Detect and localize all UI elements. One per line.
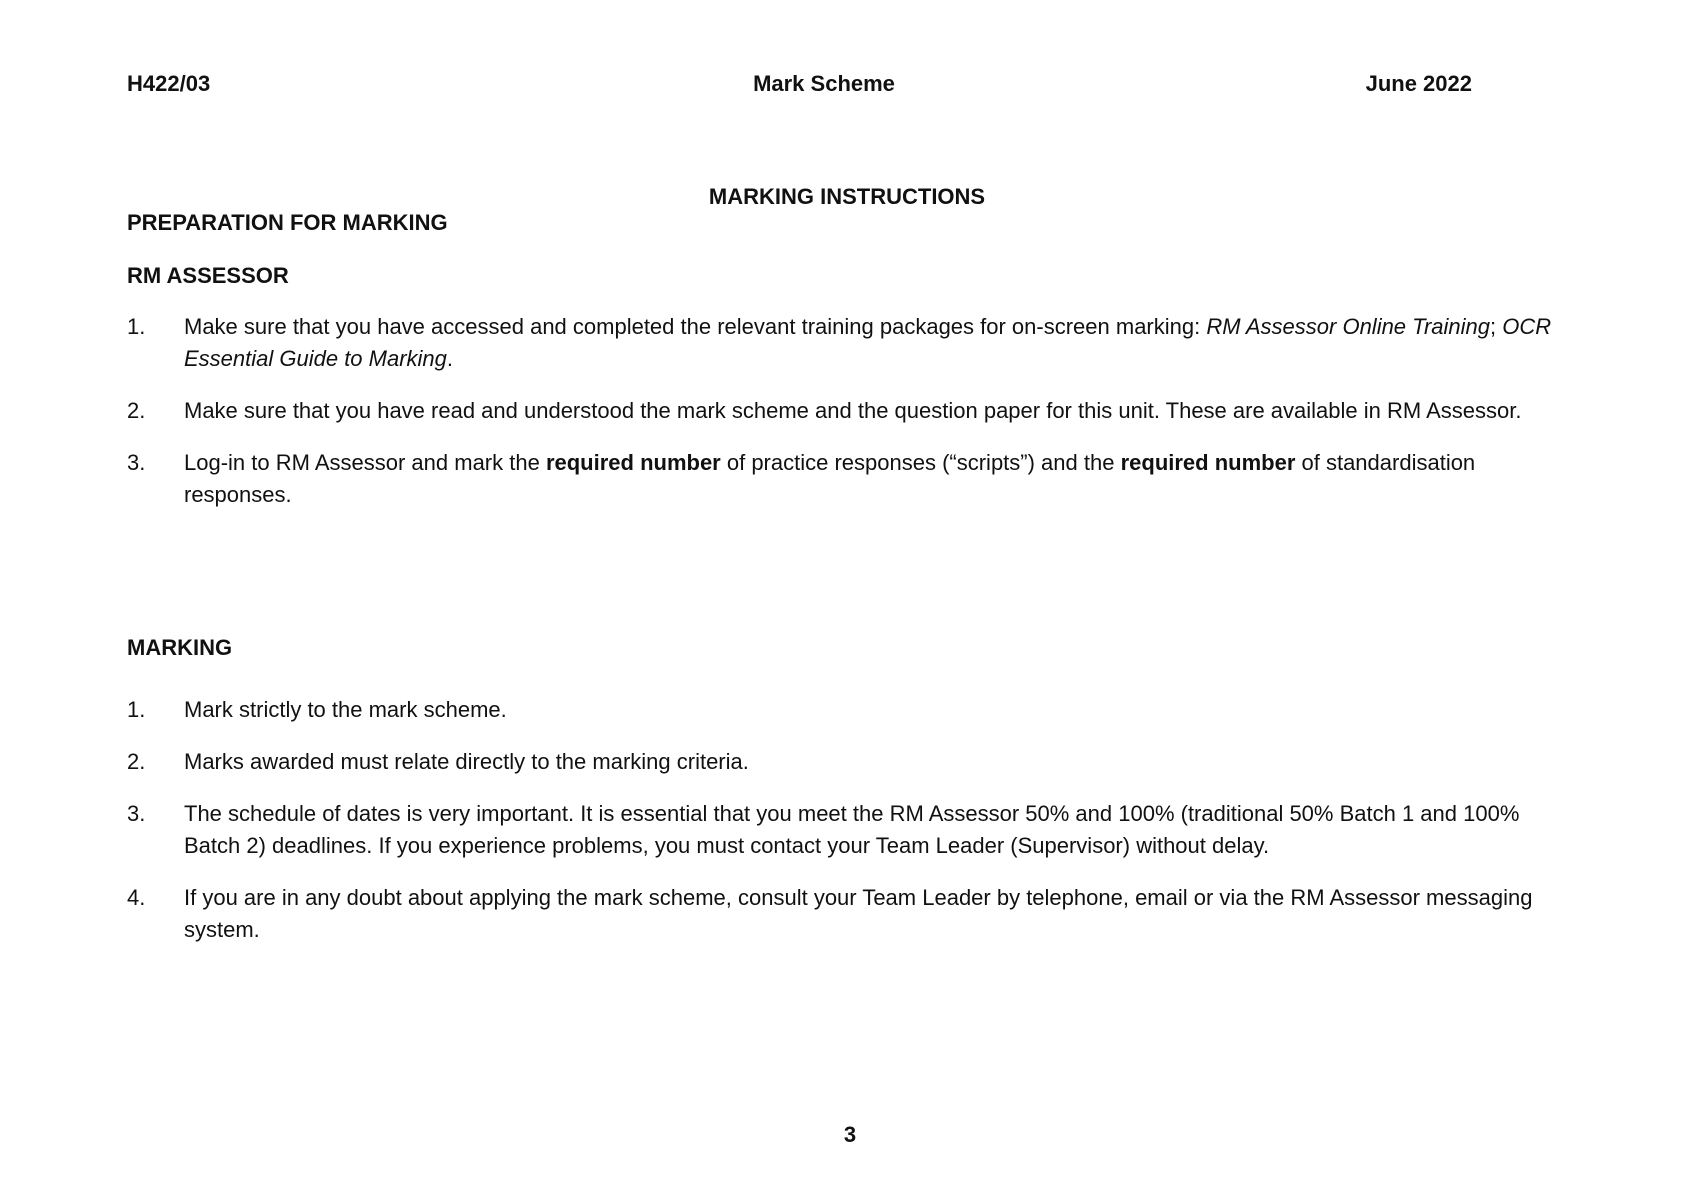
text-run: . (446, 346, 454, 371)
text-run: of standardisation responses. (184, 450, 1476, 507)
text-run: Mark strictly to the mark scheme. (184, 697, 507, 722)
list-item (127, 447, 1567, 511)
preparation-heading: PREPARATION FOR MARKING (127, 210, 448, 235)
list-item-number: 3. (127, 801, 146, 826)
list-item-number: 1. (127, 314, 146, 339)
text-run: Marks awarded must relate directly to the marking criteria. (184, 749, 749, 774)
text-run: Make sure that you have read and understood the mark scheme and the question paper for this unit. These are available in RM Assessor. (184, 398, 1522, 423)
text-run: If you are in any doubt about applying the mark scheme, consult your Team Leader by telephone, email or via the RM Assessor messaging system. (184, 885, 1533, 942)
header-date: June 2022 (1365, 71, 1472, 96)
list-item-text (184, 398, 1521, 423)
text-run: ; (1490, 314, 1503, 339)
page-title: MARKING INSTRUCTIONS (708, 184, 986, 209)
preparation-list (127, 311, 1567, 531)
text-run: Make sure that you have accessed and completed the relevant training packages for on-screen marking: (184, 314, 1207, 339)
marking-heading: MARKING (127, 635, 233, 660)
list-item-text (184, 697, 507, 722)
list-item (127, 395, 1567, 427)
list-item-text (184, 801, 1519, 858)
italic-text-run: RM Assessor Online Training (1206, 314, 1491, 339)
rm-assessor-subheading: RM ASSESSOR (127, 263, 289, 288)
header-code: H422/03 (127, 71, 211, 96)
bold-text-run: required number (545, 450, 721, 475)
list-item-text (184, 885, 1532, 942)
header-title: Mark Scheme (753, 71, 895, 96)
list-item-text (184, 314, 1551, 371)
list-item-number: 3. (127, 450, 146, 475)
marking-list (127, 694, 1567, 966)
list-item (127, 311, 1567, 375)
italic-text-run: OCR Essential Guide to Marking (184, 314, 1552, 371)
list-item-text (184, 749, 749, 774)
list-item-text (184, 450, 1475, 507)
page-number: 3 (843, 1122, 857, 1147)
list-item-number: 1. (127, 697, 146, 722)
list-item (127, 694, 1567, 726)
list-item-number: 4. (127, 885, 146, 910)
list-item-number: 2. (127, 749, 146, 774)
text-run: The schedule of dates is very important. It is essential that you meet the RM Assessor 50% and 100% (traditional 50% Batch 1 and 100% Batch 2) deadlines. If you experience problems, you must contact your Team Leader (Supervisor) without delay. (184, 801, 1520, 858)
text-run: of practice responses (“scripts”) and the (720, 450, 1121, 475)
bold-text-run: required number (1120, 450, 1296, 475)
text-run: Log-in to RM Assessor and mark the (184, 450, 546, 475)
list-item-number: 2. (127, 398, 146, 423)
list-item (127, 882, 1567, 946)
list-item (127, 746, 1567, 778)
list-item (127, 798, 1567, 862)
